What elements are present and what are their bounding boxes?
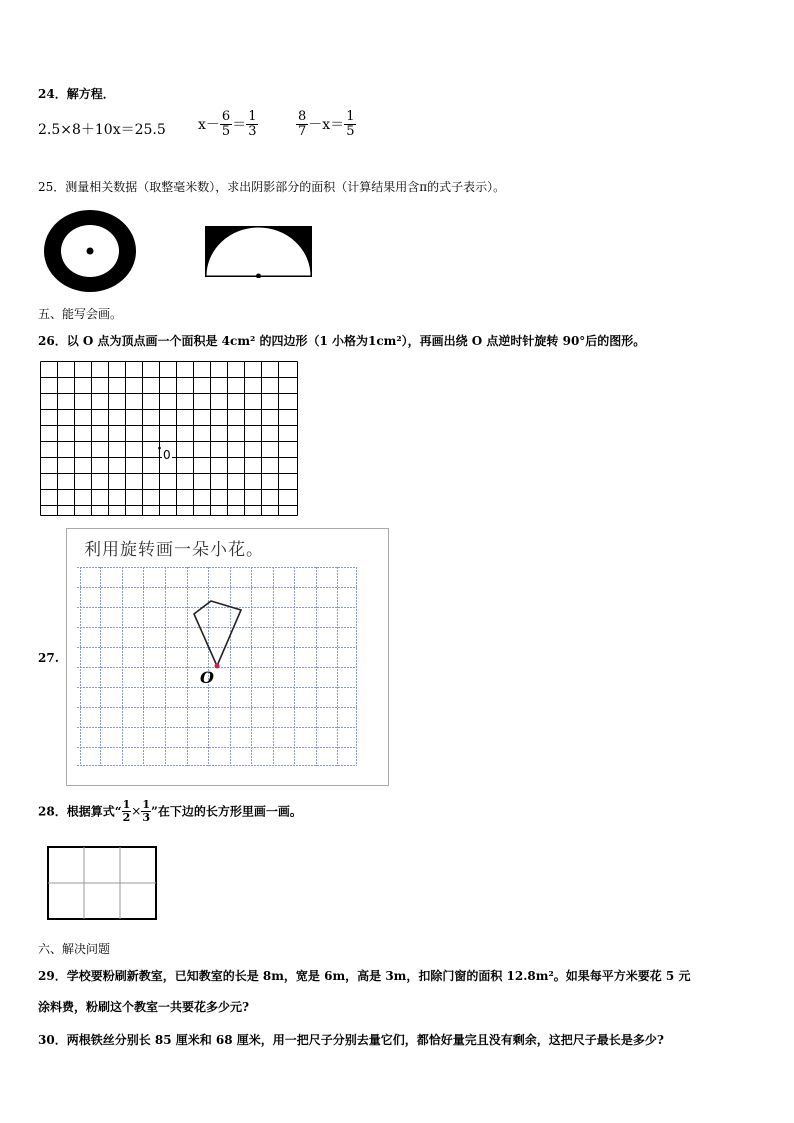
q29-line1: 29．学校要粉刷新教室，已知教室的长是 8m，宽是 6m，高是 3m，扣除门窗的面积 12.8m²。如果每平方米要花 5 元 xyxy=(38,969,691,983)
q27-box-title: 利用旋转画一朵小花。 xyxy=(84,540,264,560)
q24-equation-2: x－ $\frac{6}{5}$ ＝ $\frac{1}{3}$ xyxy=(198,109,257,139)
q29-line2: 涂料费，粉刷这个教室一共要花多少元? xyxy=(38,1000,250,1014)
ring-figure xyxy=(44,209,140,293)
semicircle-figure xyxy=(205,226,313,278)
section6-title: 六、解决问题 xyxy=(38,942,111,956)
q24-equation-1: 2.5×8＋10x＝25.5 xyxy=(38,122,166,138)
q27-number: 27. xyxy=(38,651,59,665)
q24-title: 24．解方程． xyxy=(38,87,115,101)
q27-point-label: O xyxy=(200,668,214,687)
section5-title: 五、能写会画。 xyxy=(38,307,123,321)
q26-grid xyxy=(40,361,300,518)
q28-rectangle xyxy=(47,846,159,922)
q24-equation-3: $\frac{8}{7}$ －x＝ $\frac{1}{5}$ xyxy=(298,109,355,139)
q26-text: 26．以 O 点为顶点画一个面积是 4cm² 的四边形（1 小格为1cm²），再画出绕 O 点逆时针旋转 90°后的图形。 xyxy=(38,334,646,348)
q26-point-label: 0 xyxy=(163,448,171,462)
q27-grid xyxy=(77,567,359,767)
q28-text: 28．根据算式“ $\frac{1}{2}$ × $\frac{1}{3}$ ”在下边的长方形里画一画。 xyxy=(38,798,302,824)
q25-text: 25．测量相关数据（取整毫米数），求出阴影部分的面积（计算结果用含π的式子表示）。 xyxy=(38,180,506,194)
q30-text: 30．两根铁丝分别长 85 厘米和 68 厘米，用一把尺子分别去量它们，都恰好量完且没有剩余，这把尺子最长是多少? xyxy=(38,1033,664,1047)
